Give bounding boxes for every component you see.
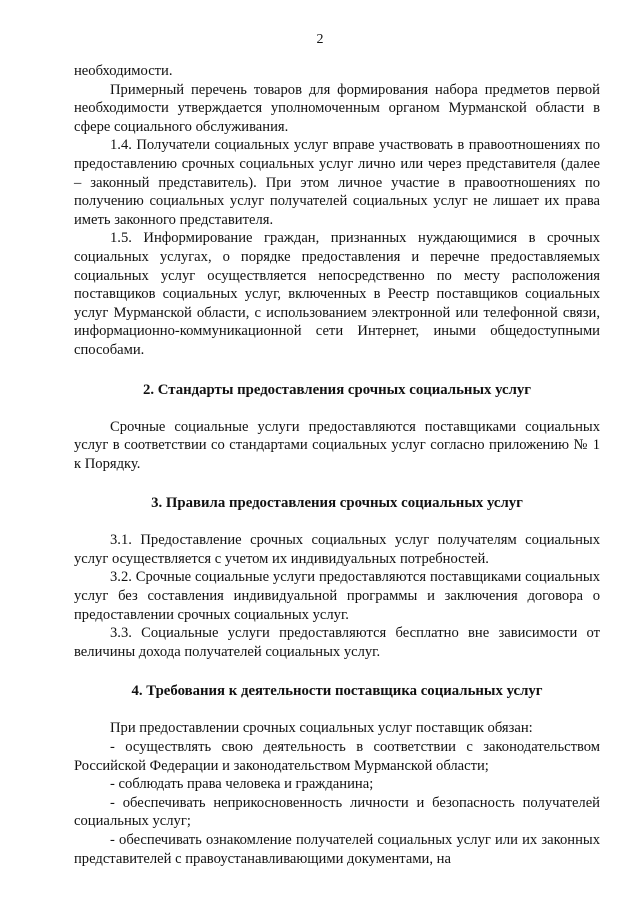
section-2-paragraph: Срочные социальные услуги предоставляются поставщиками социальных услуг в соответствии со стандартами социальных услуг согласно приложению № 1 к Порядку.: [74, 418, 600, 472]
paragraph-continuation: необходимости.: [74, 63, 173, 79]
list-item: - осуществлять свою деятельность в соответствии с законодательством Российской Федерации и законодательством Мурманской области;: [74, 739, 600, 774]
paragraph-3-3: 3.3. Социальные услуги предоставляются бесплатно вне зависимости от величины дохода получателей социальных услуг.: [74, 625, 600, 660]
section-4-intro: При предоставлении срочных социальных услуг поставщик обязан:: [110, 720, 533, 737]
list-item: - обеспечивать неприкосновенность личности и безопасность получателей социальных услуг;: [74, 794, 600, 830]
paragraph-1-4: 1.4. Получатели социальных услуг вправе участвовать в правоотношениях по предоставлению срочных социальных услуг лично или через представителя (далее – законный представитель). При этом личное участие в правоотношениях по получению социальных услуг получателей социальных услуг не лишает их права иметь законного представителя.: [74, 137, 600, 228]
paragraph-3-1: 3.1. Предоставление срочных социальных услуг получателям социальных услуг осуществляется с учетом их индивидуальных потребностей.: [74, 532, 600, 567]
list-item: - соблюдать права человека и гражданина;: [110, 776, 374, 793]
section-3-title: 3. Правила предоставления срочных социальных услуг: [151, 495, 523, 512]
section-2-title: 2. Стандарты предоставления срочных социальных услуг: [142, 381, 532, 398]
paragraph-goods-list: Примерный перечень товаров для формирования набора предметов первой необходимости утверждается уполномоченным органом Мурманской области в сфере социального обслуживания.: [74, 81, 600, 135]
list-item: - обеспечивать ознакомление получателей социальных услуг или их законных представителей с правоустанавливающими документами, на: [74, 832, 600, 867]
paragraph-3-2: 3.2. Срочные социальные услуги предоставляются поставщиками социальных услуг без составления индивидуальной программы и заключения договора о предоставлении срочных социальных услуг.: [74, 569, 600, 623]
page-number: 2: [316, 32, 324, 47]
paragraph-1-5: 1.5. Информирование граждан, признанных нуждающимися в срочных социальных услугах, о порядке предоставления и перечне предоставляемых социальных услуг осуществляется непосредственно по месту расположения поставщиков социальных услуг, включенных в Реестр поставщиков социальных услуг Мурманской области, с использованием электронной или телефонной связи, информационно-коммуникационной сети Интернет, иными общедоступными способами.: [74, 230, 600, 358]
document-body: [74, 62, 600, 868]
section-4-title: 4. Требования к деятельности поставщика социальных услуг: [131, 683, 543, 700]
